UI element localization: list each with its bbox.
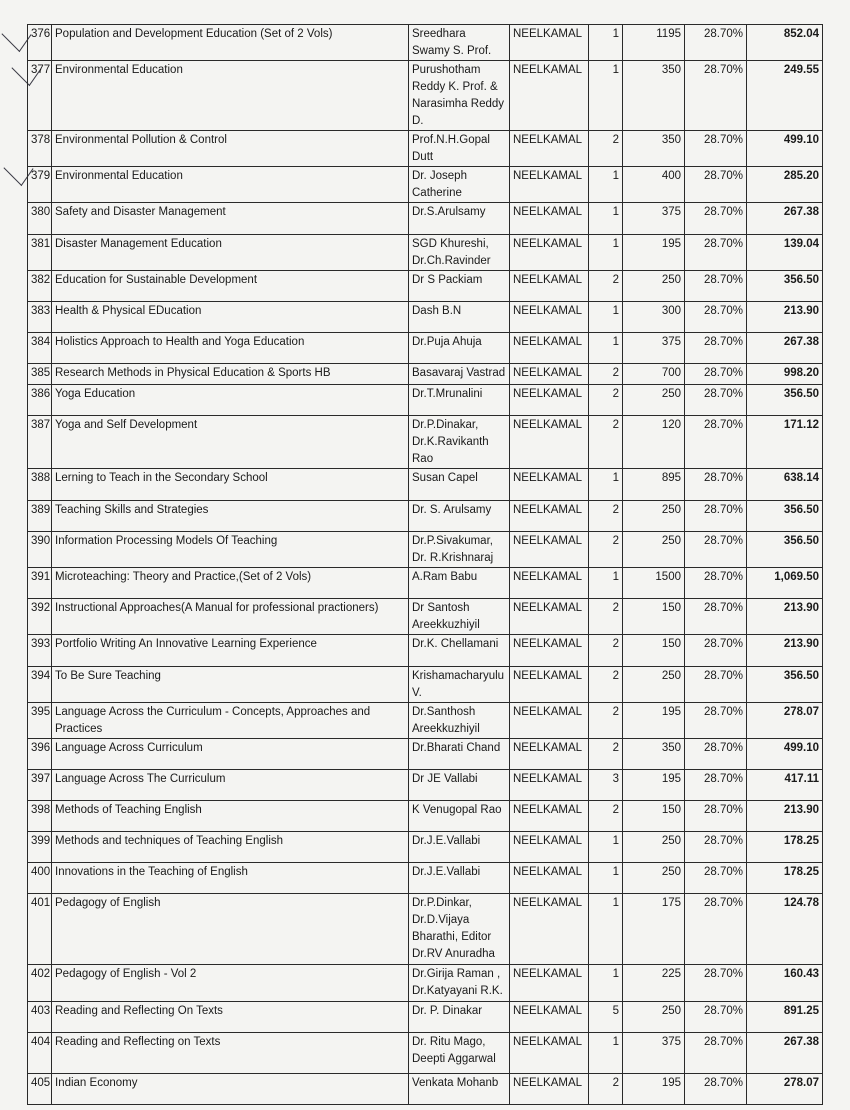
quantity: 1 [589, 1033, 623, 1074]
net-amount: 178.25 [747, 832, 823, 863]
row-number: 383 [28, 302, 52, 333]
table-row [28, 416, 823, 469]
discount-rate: 28.70% [685, 25, 747, 61]
publisher-name: NEELKAMAL [510, 1074, 589, 1105]
quantity: 1 [589, 333, 623, 364]
author-name: Dr S Packiam [409, 271, 510, 302]
row-number: 397 [28, 770, 52, 801]
unit-price: 195 [623, 235, 685, 271]
book-list-table [27, 24, 823, 1105]
book-title: Methods and techniques of Teaching English [52, 832, 409, 863]
table-row [28, 739, 823, 770]
table-row [28, 1074, 823, 1105]
net-amount: 285.20 [747, 167, 823, 203]
unit-price: 175 [623, 894, 685, 965]
author-name: Prof.N.H.Gopal Dutt [409, 131, 510, 167]
table-row [28, 501, 823, 532]
discount-rate: 28.70% [685, 302, 747, 333]
net-amount: 213.90 [747, 599, 823, 635]
discount-rate: 28.70% [685, 271, 747, 302]
quantity: 2 [589, 416, 623, 469]
publisher-name: NEELKAMAL [510, 801, 589, 832]
table-row [28, 801, 823, 832]
book-title: Information Processing Models Of Teaching [52, 532, 409, 568]
row-number: 390 [28, 532, 52, 568]
table-row [28, 832, 823, 863]
net-amount: 417.11 [747, 770, 823, 801]
unit-price: 250 [623, 385, 685, 416]
author-name: Dr.Santhosh Areekkuzhiyil [409, 703, 510, 739]
discount-rate: 28.70% [685, 894, 747, 965]
row-number: 393 [28, 635, 52, 667]
author-name: Purushotham Reddy K. Prof. & Narasimha Reddy D. [409, 61, 510, 131]
quantity: 1 [589, 61, 623, 131]
row-number: 402 [28, 965, 52, 1002]
publisher-name: NEELKAMAL [510, 501, 589, 532]
quantity: 2 [589, 501, 623, 532]
table-row [28, 667, 823, 703]
discount-rate: 28.70% [685, 532, 747, 568]
publisher-name: NEELKAMAL [510, 770, 589, 801]
net-amount: 356.50 [747, 271, 823, 302]
unit-price: 250 [623, 1002, 685, 1033]
publisher-name: NEELKAMAL [510, 167, 589, 203]
author-name: Dr.T.Mrunalini [409, 385, 510, 416]
discount-rate: 28.70% [685, 501, 747, 532]
table-row [28, 25, 823, 61]
quantity: 2 [589, 599, 623, 635]
publisher-name: NEELKAMAL [510, 568, 589, 599]
discount-rate: 28.70% [685, 801, 747, 832]
book-title: Disaster Management Education [52, 235, 409, 271]
net-amount: 638.14 [747, 469, 823, 501]
table-row [28, 703, 823, 739]
table-row [28, 235, 823, 271]
unit-price: 150 [623, 801, 685, 832]
unit-price: 250 [623, 501, 685, 532]
book-title: Language Across Curriculum [52, 739, 409, 770]
unit-price: 300 [623, 302, 685, 333]
discount-rate: 28.70% [685, 333, 747, 364]
publisher-name: NEELKAMAL [510, 1002, 589, 1033]
unit-price: 375 [623, 1033, 685, 1074]
unit-price: 250 [623, 532, 685, 568]
net-amount: 499.10 [747, 131, 823, 167]
row-number: 377 [28, 61, 52, 131]
table-row [28, 167, 823, 203]
row-number: 399 [28, 832, 52, 863]
unit-price: 195 [623, 703, 685, 739]
author-name: Dr.P.Dinkar, Dr.D.Vijaya Bharathi, Editor Dr.RV Anuradha [409, 894, 510, 965]
author-name: Dr Santosh Areekkuzhiyil [409, 599, 510, 635]
unit-price: 195 [623, 1074, 685, 1105]
discount-rate: 28.70% [685, 863, 747, 894]
quantity: 1 [589, 203, 623, 235]
net-amount: 998.20 [747, 364, 823, 385]
discount-rate: 28.70% [685, 703, 747, 739]
quantity: 2 [589, 271, 623, 302]
quantity: 1 [589, 469, 623, 501]
unit-price: 375 [623, 333, 685, 364]
discount-rate: 28.70% [685, 167, 747, 203]
row-number: 405 [28, 1074, 52, 1105]
book-title: Pedagogy of English [52, 894, 409, 965]
book-title: Reading and Reflecting On Texts [52, 1002, 409, 1033]
book-title: Language Across The Curriculum [52, 770, 409, 801]
table-row [28, 271, 823, 302]
discount-rate: 28.70% [685, 416, 747, 469]
book-title: Holistics Approach to Health and Yoga Education [52, 333, 409, 364]
quantity: 1 [589, 965, 623, 1002]
book-title: Portfolio Writing An Innovative Learning Experience [52, 635, 409, 667]
publisher-name: NEELKAMAL [510, 203, 589, 235]
book-title: Methods of Teaching English [52, 801, 409, 832]
author-name: SGD Khureshi, Dr.Ch.Ravinder [409, 235, 510, 271]
discount-rate: 28.70% [685, 1002, 747, 1033]
author-name: Dr JE Vallabi [409, 770, 510, 801]
book-title: Population and Development Education (Set of 2 Vols) [52, 25, 409, 61]
row-number: 381 [28, 235, 52, 271]
row-number: 379 [28, 167, 52, 203]
net-amount: 213.90 [747, 302, 823, 333]
table-row [28, 61, 823, 131]
author-name: Dr. Ritu Mago, Deepti Aggarwal [409, 1033, 510, 1074]
author-name: Susan Capel [409, 469, 510, 501]
discount-rate: 28.70% [685, 1033, 747, 1074]
publisher-name: NEELKAMAL [510, 302, 589, 333]
row-number: 376 [28, 25, 52, 61]
discount-rate: 28.70% [685, 385, 747, 416]
unit-price: 250 [623, 832, 685, 863]
quantity: 5 [589, 1002, 623, 1033]
row-number: 387 [28, 416, 52, 469]
author-name: Dr.P.Sivakumar, Dr. R.Krishnaraj [409, 532, 510, 568]
table-row [28, 965, 823, 1002]
quantity: 1 [589, 894, 623, 965]
discount-rate: 28.70% [685, 667, 747, 703]
unit-price: 895 [623, 469, 685, 501]
net-amount: 278.07 [747, 1074, 823, 1105]
unit-price: 195 [623, 770, 685, 801]
book-title: Indian Economy [52, 1074, 409, 1105]
publisher-name: NEELKAMAL [510, 965, 589, 1002]
row-number: 401 [28, 894, 52, 965]
publisher-name: NEELKAMAL [510, 271, 589, 302]
quantity: 1 [589, 235, 623, 271]
row-number: 380 [28, 203, 52, 235]
row-number: 385 [28, 364, 52, 385]
row-number: 384 [28, 333, 52, 364]
author-name: Krishamacharyulu V. [409, 667, 510, 703]
book-title: Reading and Reflecting on Texts [52, 1033, 409, 1074]
net-amount: 356.50 [747, 501, 823, 532]
quantity: 1 [589, 302, 623, 333]
unit-price: 250 [623, 271, 685, 302]
book-title: Environmental Education [52, 61, 409, 131]
net-amount: 124.78 [747, 894, 823, 965]
publisher-name: NEELKAMAL [510, 61, 589, 131]
author-name: Dr. S. Arulsamy [409, 501, 510, 532]
discount-rate: 28.70% [685, 1074, 747, 1105]
publisher-name: NEELKAMAL [510, 532, 589, 568]
unit-price: 350 [623, 131, 685, 167]
discount-rate: 28.70% [685, 203, 747, 235]
net-amount: 160.43 [747, 965, 823, 1002]
net-amount: 171.12 [747, 416, 823, 469]
table-row [28, 599, 823, 635]
author-name: Dr.J.E.Vallabi [409, 832, 510, 863]
author-name: Venkata Mohanb [409, 1074, 510, 1105]
book-title: To Be Sure Teaching [52, 667, 409, 703]
quantity: 1 [589, 568, 623, 599]
publisher-name: NEELKAMAL [510, 469, 589, 501]
table-row [28, 568, 823, 599]
book-title: Language Across the Curriculum - Concepts, Approaches and Practices [52, 703, 409, 739]
table-row [28, 1002, 823, 1033]
book-title: Safety and Disaster Management [52, 203, 409, 235]
publisher-name: NEELKAMAL [510, 894, 589, 965]
book-title: Lerning to Teach in the Secondary School [52, 469, 409, 501]
book-title: Instructional Approaches(A Manual for professional practioners) [52, 599, 409, 635]
quantity: 2 [589, 739, 623, 770]
table-body [28, 25, 823, 1105]
row-number: 394 [28, 667, 52, 703]
publisher-name: NEELKAMAL [510, 333, 589, 364]
table-row [28, 863, 823, 894]
discount-rate: 28.70% [685, 235, 747, 271]
unit-price: 225 [623, 965, 685, 1002]
publisher-name: NEELKAMAL [510, 635, 589, 667]
unit-price: 150 [623, 635, 685, 667]
unit-price: 120 [623, 416, 685, 469]
discount-rate: 28.70% [685, 739, 747, 770]
net-amount: 356.50 [747, 532, 823, 568]
author-name: Basavaraj Vastrad [409, 364, 510, 385]
net-amount: 213.90 [747, 635, 823, 667]
unit-price: 1500 [623, 568, 685, 599]
discount-rate: 28.70% [685, 61, 747, 131]
table-row [28, 770, 823, 801]
net-amount: 178.25 [747, 863, 823, 894]
author-name: Dr.K. Chellamani [409, 635, 510, 667]
unit-price: 350 [623, 61, 685, 131]
table-row [28, 333, 823, 364]
author-name: K Venugopal Rao [409, 801, 510, 832]
table-row [28, 364, 823, 385]
unit-price: 1195 [623, 25, 685, 61]
author-name: Sreedhara Swamy S. Prof. [409, 25, 510, 61]
publisher-name: NEELKAMAL [510, 832, 589, 863]
net-amount: 267.38 [747, 333, 823, 364]
table-row [28, 469, 823, 501]
author-name: Dr.P.Dinakar, Dr.K.Ravikanth Rao [409, 416, 510, 469]
quantity: 1 [589, 863, 623, 894]
unit-price: 700 [623, 364, 685, 385]
row-number: 392 [28, 599, 52, 635]
unit-price: 375 [623, 203, 685, 235]
table-row [28, 1033, 823, 1074]
publisher-name: NEELKAMAL [510, 863, 589, 894]
author-name: Dr. P. Dinakar [409, 1002, 510, 1033]
row-number: 389 [28, 501, 52, 532]
table-row [28, 894, 823, 965]
quantity: 2 [589, 364, 623, 385]
publisher-name: NEELKAMAL [510, 599, 589, 635]
row-number: 400 [28, 863, 52, 894]
net-amount: 356.50 [747, 667, 823, 703]
book-title: Health & Physical EDucation [52, 302, 409, 333]
quantity: 2 [589, 131, 623, 167]
publisher-name: NEELKAMAL [510, 739, 589, 770]
net-amount: 267.38 [747, 1033, 823, 1074]
row-number: 395 [28, 703, 52, 739]
author-name: Dr.Bharati Chand [409, 739, 510, 770]
table-row [28, 385, 823, 416]
discount-rate: 28.70% [685, 770, 747, 801]
unit-price: 250 [623, 667, 685, 703]
net-amount: 139.04 [747, 235, 823, 271]
quantity: 2 [589, 385, 623, 416]
author-name: Dr.Girija Raman , Dr.Katyayani R.K. [409, 965, 510, 1002]
book-title: Pedagogy of English - Vol 2 [52, 965, 409, 1002]
table-row [28, 203, 823, 235]
row-number: 388 [28, 469, 52, 501]
author-name: Dr.S.Arulsamy [409, 203, 510, 235]
discount-rate: 28.70% [685, 832, 747, 863]
quantity: 2 [589, 703, 623, 739]
book-title: Research Methods in Physical Education & Sports HB [52, 364, 409, 385]
publisher-name: NEELKAMAL [510, 235, 589, 271]
net-amount: 852.04 [747, 25, 823, 61]
net-amount: 1,069.50 [747, 568, 823, 599]
unit-price: 250 [623, 863, 685, 894]
publisher-name: NEELKAMAL [510, 131, 589, 167]
row-number: 398 [28, 801, 52, 832]
table-row [28, 635, 823, 667]
table-row [28, 302, 823, 333]
book-title: Yoga and Self Development [52, 416, 409, 469]
publisher-name: NEELKAMAL [510, 667, 589, 703]
net-amount: 267.38 [747, 203, 823, 235]
row-number: 396 [28, 739, 52, 770]
publisher-name: NEELKAMAL [510, 1033, 589, 1074]
row-number: 386 [28, 385, 52, 416]
row-number: 403 [28, 1002, 52, 1033]
row-number: 391 [28, 568, 52, 599]
net-amount: 499.10 [747, 739, 823, 770]
book-title: Environmental Pollution & Control [52, 131, 409, 167]
book-title: Environmental Education [52, 167, 409, 203]
discount-rate: 28.70% [685, 965, 747, 1002]
publisher-name: NEELKAMAL [510, 703, 589, 739]
author-name: Dr. Joseph Catherine [409, 167, 510, 203]
net-amount: 249.55 [747, 61, 823, 131]
quantity: 2 [589, 532, 623, 568]
book-title: Microteaching: Theory and Practice,(Set of 2 Vols) [52, 568, 409, 599]
net-amount: 891.25 [747, 1002, 823, 1033]
discount-rate: 28.70% [685, 568, 747, 599]
quantity: 2 [589, 1074, 623, 1105]
net-amount: 213.90 [747, 801, 823, 832]
unit-price: 150 [623, 599, 685, 635]
row-number: 378 [28, 131, 52, 167]
publisher-name: NEELKAMAL [510, 364, 589, 385]
author-name: Dr.J.E.Vallabi [409, 863, 510, 894]
net-amount: 356.50 [747, 385, 823, 416]
discount-rate: 28.70% [685, 131, 747, 167]
book-title: Yoga Education [52, 385, 409, 416]
quantity: 1 [589, 832, 623, 863]
quantity: 1 [589, 25, 623, 61]
table-row [28, 532, 823, 568]
quantity: 2 [589, 667, 623, 703]
book-title: Innovations in the Teaching of English [52, 863, 409, 894]
row-number: 382 [28, 271, 52, 302]
net-amount: 278.07 [747, 703, 823, 739]
quantity: 2 [589, 635, 623, 667]
unit-price: 350 [623, 739, 685, 770]
publisher-name: NEELKAMAL [510, 385, 589, 416]
unit-price: 400 [623, 167, 685, 203]
author-name: Dr.Puja Ahuja [409, 333, 510, 364]
discount-rate: 28.70% [685, 364, 747, 385]
author-name: Dash B.N [409, 302, 510, 333]
publisher-name: NEELKAMAL [510, 25, 589, 61]
discount-rate: 28.70% [685, 635, 747, 667]
author-name: A.Ram Babu [409, 568, 510, 599]
quantity: 3 [589, 770, 623, 801]
discount-rate: 28.70% [685, 599, 747, 635]
publisher-name: NEELKAMAL [510, 416, 589, 469]
book-title: Education for Sustainable Development [52, 271, 409, 302]
book-title: Teaching Skills and Strategies [52, 501, 409, 532]
quantity: 2 [589, 801, 623, 832]
row-number: 404 [28, 1033, 52, 1074]
table-row [28, 131, 823, 167]
quantity: 1 [589, 167, 623, 203]
discount-rate: 28.70% [685, 469, 747, 501]
